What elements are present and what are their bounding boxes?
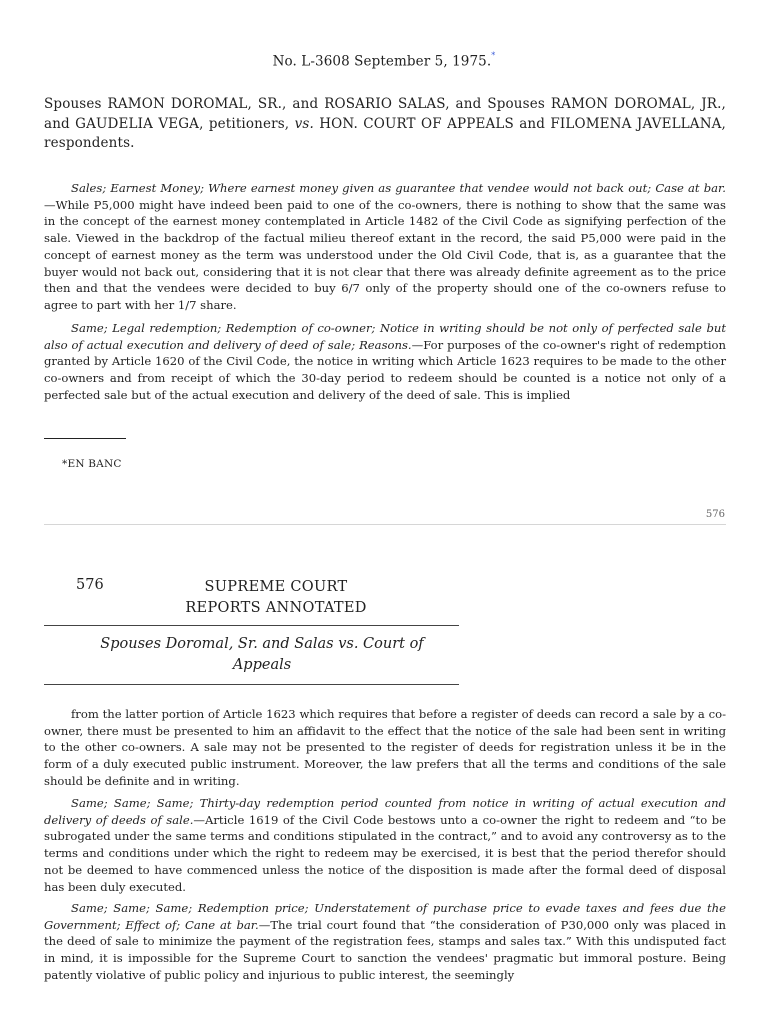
continuation-paragraph (44, 706, 726, 790)
syllabus-body: —While P5,000 might have indeed been paid to one of the co-owners, there is nothing to show that the same was in the concept of the earnest money contemplated in Article 1482 of the Civil Code as signifying perfection of the sale. Viewed in the backdrop of the factual milieu thereof extant in the record, the said P5,000 were paid in the concept of earnest money as the term was understood under the Old Civil Code, that is, as a guarantee that the buyer would not back out, considering that it is not clear that there was already definite agreement as to the price then and that the vendees were decided to buy 6/7 only of the property should one of the co-owners refuse to agree to part with her 1/7 share. (44, 197, 726, 312)
case-number-text: No. L-3608 September 5, 1975. (272, 53, 492, 70)
syllabus-body: —For purposes of the co-owner's right of redemption granted by Article 1620 of the Civil Code, the notice in writing which Article 1623 requires to be made to the other co-owners and from receipt of which the 30-day period to redeem should be counted is a notice not only of a perfected sale but of the actual execution and delivery of the deed of sale. This is implied (44, 337, 726, 402)
case-parties (44, 95, 726, 154)
footnote-marker[interactable]: * (491, 51, 496, 60)
footnote: *EN BANC (62, 458, 122, 470)
syllabus-paragraph-1 (44, 180, 726, 314)
syllabus-paragraph-4 (44, 900, 726, 984)
header-rule-top (44, 625, 459, 626)
syllabus-heading: Same; Legal redemption; Redemption of co-owner; Notice in writing should be not only of perfected sale but also of actual execution and delivery of deed of sale; Reasons. (44, 321, 726, 352)
parties-respondents: HON. COURT OF APPEALS and FILOMENA JAVELLANA, respondents. (44, 115, 727, 151)
parties-vs: vs. (294, 115, 314, 132)
page-marker: 576 (705, 509, 725, 520)
footnote-divider (44, 438, 126, 439)
syllabus-heading: Same; Same; Same; Thirty-day redemption period counted from notice in writing of actual execution and delivery of deeds of sale. (44, 796, 726, 827)
syllabus-heading: Same; Same; Same; Redemption price; Understatement of purchase price to evade taxes and fees due the Government; Effect of; Cane at bar. (44, 901, 726, 932)
syllabus-body: —Article 1619 of the Civil Code bestows unto a co-owner the right to redeem and “to be subrogated under the same terms and conditions stipulated in the contract,” and to avoid any controversy as to the terms and conditions under which the right to redeem may be exercised, it is best that the period therefor should not be deemed to have commenced unless the notice of the disposition is made after the formal deed of disposal has been duly executed. (44, 812, 726, 894)
header-rule-bottom (44, 684, 459, 685)
parties-petitioners: Spouses RAMON DOROMAL, SR., and ROSARIO SALAS, and Spouses RAMON DOROMAL, JR., and GAUDELIA VEGA, petitioners, (44, 96, 726, 132)
case-number (0, 53, 768, 70)
continuation-body: from the latter portion of Article 1623 which requires that before a register of deeds can record a sale by a co-owner, there must be presented to him an affidavit to the effect that the notice of the sale had been sent in writing to the other co-owners. A sale may not be presented to the register of deeds for registration unless it be in the form of a duly executed public instrument. Moreover, the law prefers that all the terms and conditions of the sale should be definite and in writing. (44, 707, 726, 788)
running-header-case-title: Spouses Doromal, Sr. and Salas vs. Court of Appeals (100, 636, 424, 673)
running-header-page-number: 576 (76, 577, 104, 593)
syllabus-heading: Sales; Earnest Money; Where earnest money given as guarantee that vendee would not back out; Case at bar. (71, 181, 726, 195)
syllabus-paragraph-2 (44, 320, 726, 404)
syllabus-paragraph-3 (44, 795, 726, 895)
syllabus-body: —The trial court found that “the consideration of P30,000 only was placed in the deed of sale to minimize the payment of the registration fees, stamps and sales tax.” With this undisputed fact in mind, it is impossible for the Supreme Court to sanction the vendees' pragmatic but immoral posture. Being patently violative of public policy and injurious to public interest, the seemingly (44, 917, 726, 982)
page-break-divider (44, 524, 726, 525)
running-header-reporter-title: SUPREME COURT REPORTS ANNOTATED (185, 579, 367, 616)
